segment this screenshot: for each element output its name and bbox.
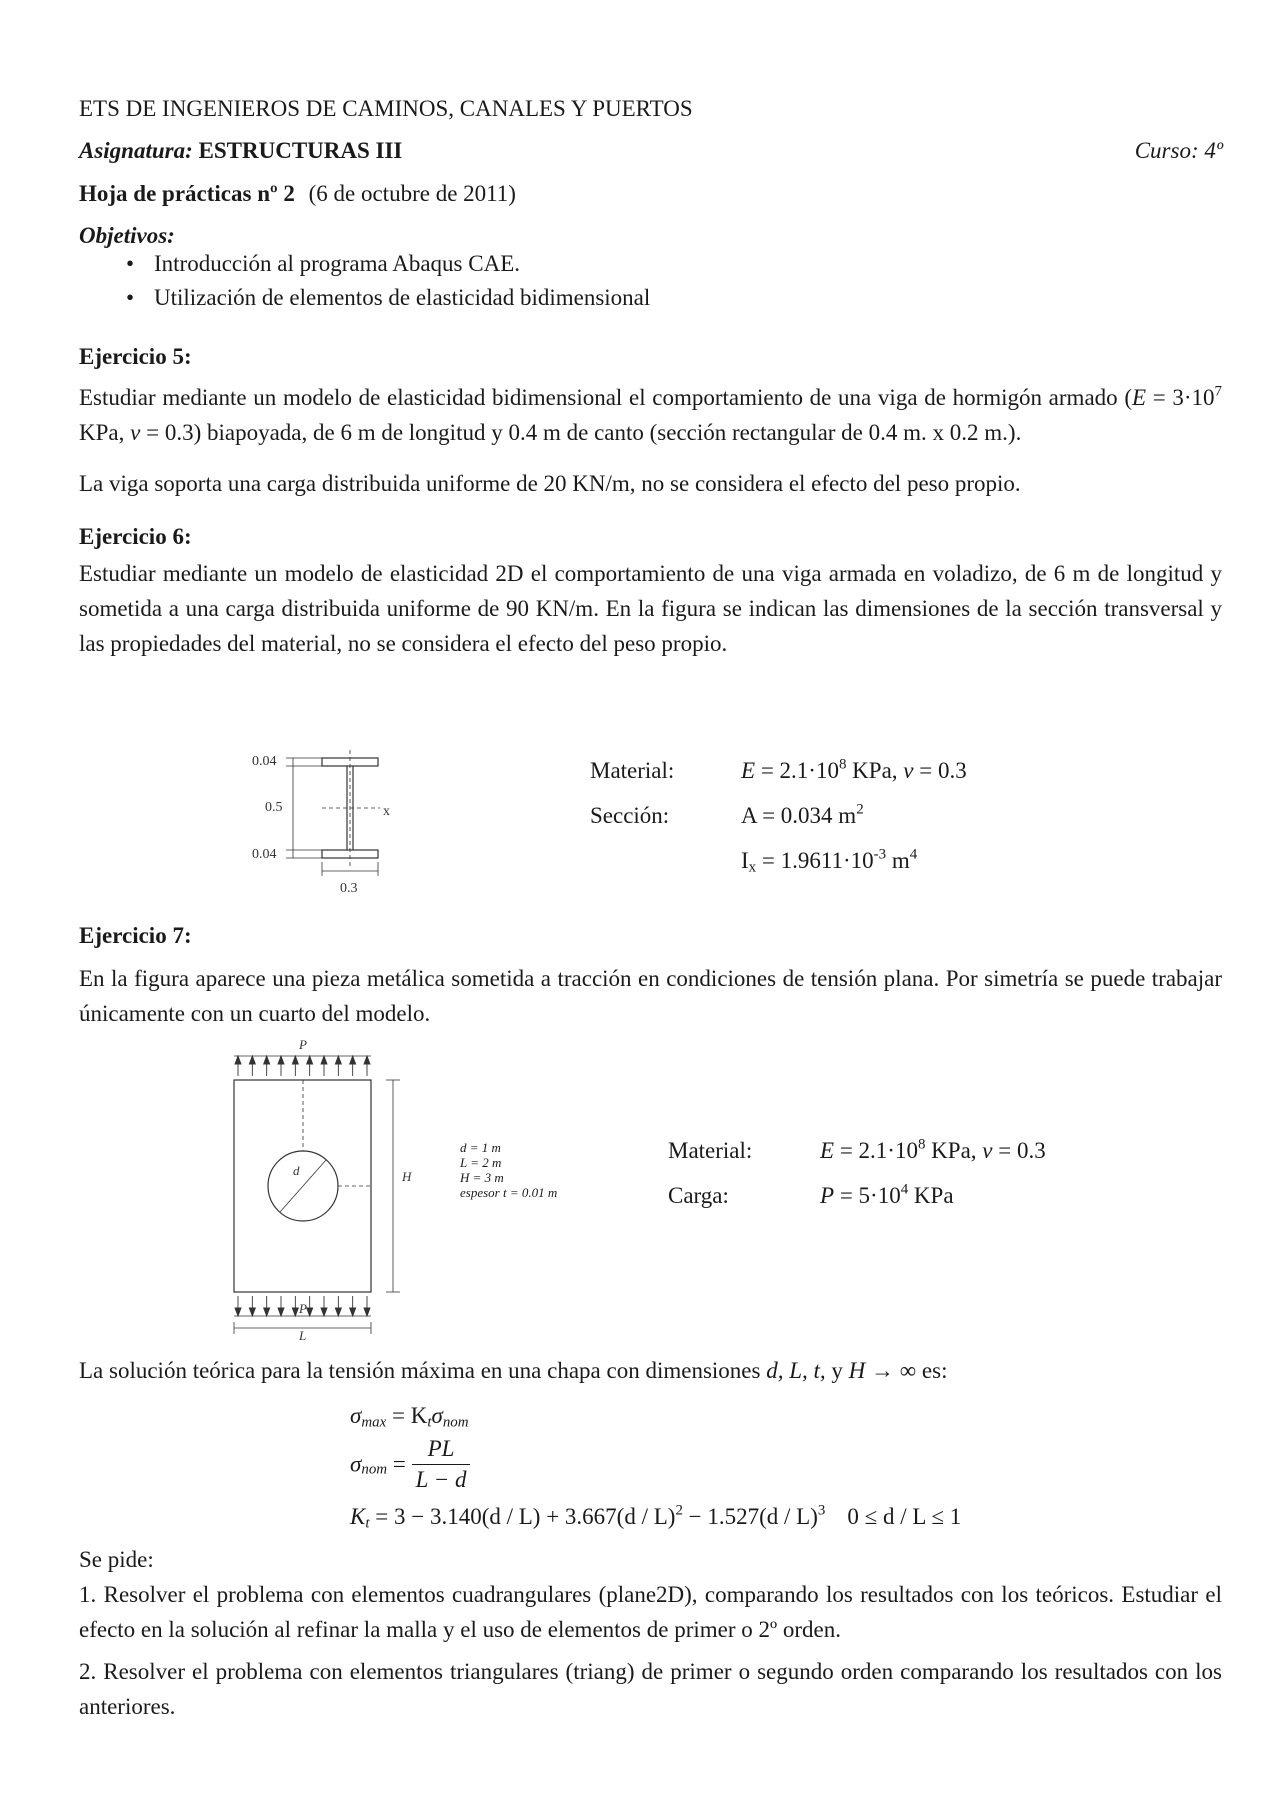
- sheet-date: (6 de octubre de 2011): [308, 181, 516, 206]
- label-d: d: [293, 1163, 300, 1178]
- load-arrowhead-top: [292, 1056, 298, 1064]
- ex6-title: Ejercicio 6:: [79, 524, 192, 549]
- ex7-material-value: $E = 2.1\cdot 10^8$ KPa, ν = 0.3: [820, 1136, 1046, 1163]
- sheet-label: Hoja de prácticas nº 2: [79, 181, 295, 206]
- ex5-paragraph-2: La viga soporta una carga distribuida uniforme de 20 KN/m, no se considera el efecto del peso propio.: [79, 471, 1021, 496]
- ex7-task-1: 1. Resolver el problema con elementos cuadrangulares (plane2D), comparando los resultados con los teóricos. Estudiar el efecto en la solución al refinar la malla y el uso de elementos de primer o 2º orden.: [79, 1582, 1222, 1642]
- ex7-material-label: Material:: [668, 1138, 753, 1163]
- load-arrowhead-top: [307, 1056, 313, 1064]
- label-bottom-flange: 0.04: [252, 847, 277, 862]
- ex7-load-value: $P = 5\cdot 10^4$ KPa: [820, 1181, 954, 1208]
- sheet-line: [79, 176, 516, 211]
- load-arrowhead-top: [335, 1056, 341, 1064]
- label-L: L: [299, 1328, 307, 1340]
- objectives-title: Objetivos:: [79, 223, 175, 248]
- plate-dimensions-list: d = 1 m L = 2 m H = 3 m espesor t = 0.01 m: [460, 1140, 558, 1200]
- subject-label: Asignatura:: [79, 138, 193, 163]
- ex5-paragraph-1: Estudiar mediante un modelo de elasticidad bidimensional el comportamiento de una viga de hormigón armado ($E = 3\cdot 10^7$ KPa, ν = 0.3) biapoyada, de 6 m de longitud y 0.4 m de canto (sección rectangular de 0.4 m. x 0.2 m.).: [79, 383, 1222, 445]
- load-arrowhead-bottom: [292, 1308, 298, 1316]
- load-arrowhead-bottom: [278, 1308, 284, 1316]
- load-arrowhead-top: [235, 1056, 241, 1064]
- label-H: H: [402, 1169, 412, 1184]
- load-arrowhead-top: [364, 1056, 370, 1064]
- objective-item-1: • Introducción al programa Abaqus CAE.: [129, 246, 520, 281]
- load-arrowhead-bottom: [335, 1308, 341, 1316]
- load-arrowhead-bottom: [321, 1308, 327, 1316]
- ex5-title: Ejercicio 5:: [79, 344, 192, 369]
- load-arrowhead-top: [278, 1056, 284, 1064]
- equation-sigma-max: $\sigma_{max} = K_t\sigma_{nom}$: [350, 1403, 469, 1431]
- load-arrowhead-top: [321, 1056, 327, 1064]
- load-arrowhead-top: [350, 1056, 356, 1064]
- load-arrowhead-top: [264, 1056, 270, 1064]
- ex7-load-label: Carga:: [668, 1183, 729, 1208]
- ex6-inertia-value: $I_x = 1.9611\cdot 10^{-3}$ $m^4$: [741, 846, 918, 876]
- label-web: 0.5: [265, 800, 283, 815]
- load-arrowhead-bottom: [249, 1308, 255, 1316]
- hole-diameter: [280, 1160, 326, 1212]
- load-arrowhead-bottom: [307, 1308, 313, 1316]
- ex6-material-label: Material:: [590, 758, 675, 783]
- objective-item-2: • Utilización de elementos de elasticidad bidimensional: [129, 280, 650, 315]
- load-arrowhead-bottom: [364, 1308, 370, 1316]
- subject-line: [79, 133, 402, 168]
- load-arrowhead-top: [249, 1056, 255, 1064]
- equation-sigma-nom: $\sigma_{nom}$ = $\frac{PL}{L - d}$: [350, 1434, 470, 1495]
- ex7-task-2: 2. Resolver el problema con elementos triangulares (triang) de primer o segundo orden comparando los resultados con los anteriores.: [79, 1659, 1222, 1719]
- ex6-material-value: $E = 2.1\cdot 10^8$ KPa, ν = 0.3: [741, 756, 967, 783]
- school-name: ETS DE INGENIEROS DE CAMINOS, CANALES Y PUERTOS: [79, 96, 693, 121]
- label-top-flange: 0.04: [252, 754, 277, 769]
- label-P-bottom: P: [299, 1301, 307, 1316]
- ex6-area-value: A = 0.034 $m^2$: [741, 801, 864, 828]
- equation-Kt: $K_t = 3 - 3.140(d / L) + 3.667(d / L)^2 - 1.527(d / L)^3$ 0 ≤ d / L ≤ 1: [350, 1502, 962, 1532]
- load-arrowhead-bottom: [264, 1308, 270, 1316]
- plate-figure: [222, 1036, 422, 1340]
- load-arrowhead-bottom: [235, 1308, 241, 1316]
- ex7-title: Ejercicio 7:: [79, 923, 192, 948]
- subject-name: ESTRUCTURAS III: [198, 138, 403, 163]
- ex6-section-label: Sección:: [590, 803, 670, 828]
- label-P-top: P: [299, 1037, 307, 1052]
- i-beam-section-figure: [250, 748, 410, 894]
- ex7-paragraph-1: En la figura aparece una pieza metálica sometida a tracción en condiciones de tensión plana. Por simetría se puede trabajar únicamente con un cuarto del modelo.: [79, 966, 1222, 1026]
- course-label: Curso: 4º: [1134, 138, 1223, 163]
- ex6-paragraph-1: Estudiar mediante un modelo de elasticidad 2D el comportamiento de una viga armada en voladizo, de 6 m de longitud y sometida a una carga distribuida uniforme de 90 KN/m. En la figura se indican las dimensiones de la sección transversal y las propiedades del material, no se considera el efecto del peso propio.: [79, 561, 1222, 656]
- ex7-asked: Se pide:: [79, 1547, 154, 1572]
- label-axis-x: x: [383, 804, 390, 819]
- load-arrowhead-bottom: [350, 1308, 356, 1316]
- ex7-theory-sentence: La solución teórica para la tensión máxima en una chapa con dimensiones d, L, t, y H → ∞ es:: [79, 1358, 948, 1383]
- label-width: 0.3: [340, 881, 358, 894]
